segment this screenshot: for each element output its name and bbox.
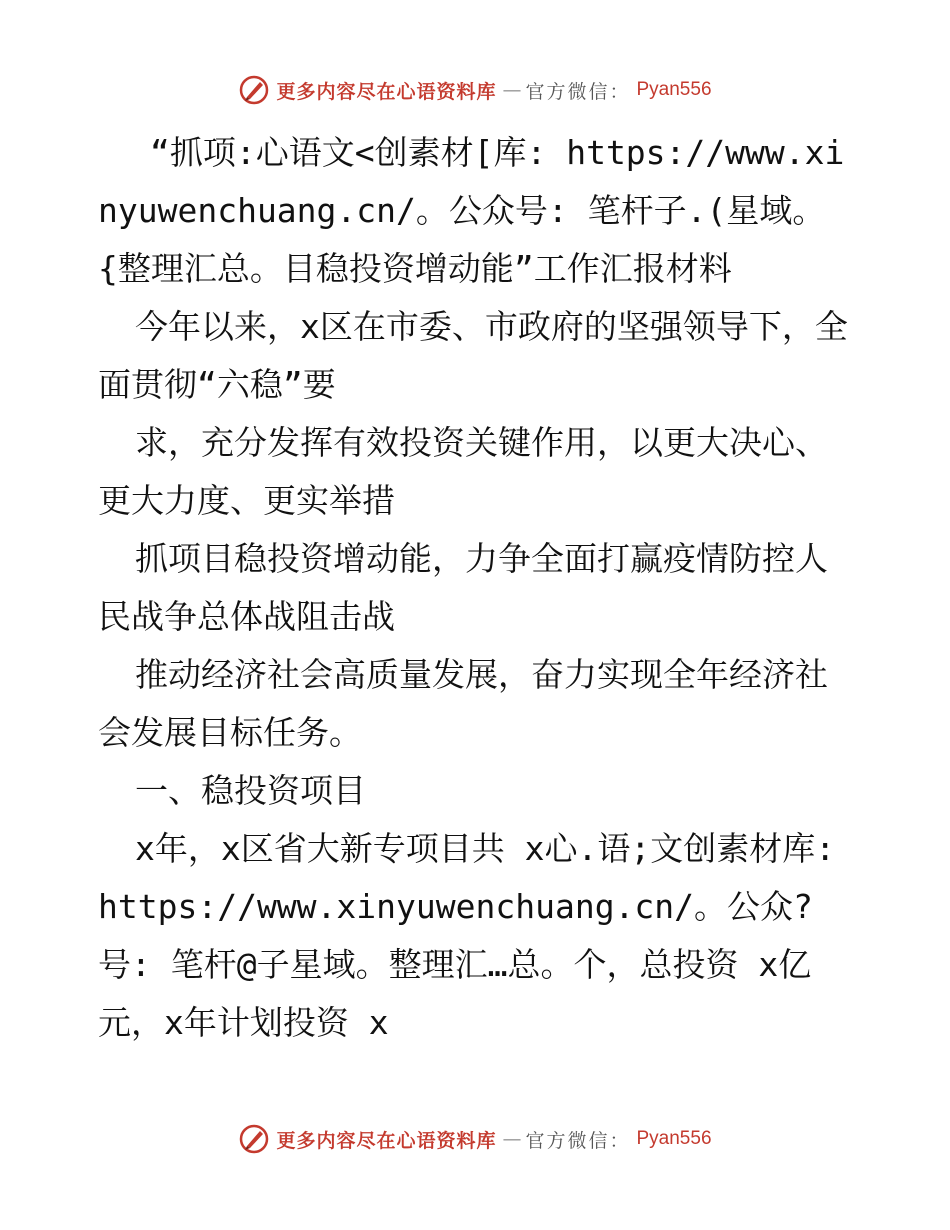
section-heading: 一、稳投资项目 — [135, 771, 366, 810]
banner-wechat-id: Pyan556 — [636, 79, 712, 100]
paragraph-intro-2: 求，充分发挥有效投资关键作用，以更大决心、更大力度、更实举措 — [98, 423, 828, 520]
banner-separator: — — [502, 79, 520, 101]
banner-separator: — — [502, 1128, 520, 1150]
paragraph-intro-4: 推动经济社会高质量发展，奋力实现全年经济社会发展目标任务。 — [98, 655, 828, 752]
banner-brand-text: 更多内容尽在心语资料库 — [276, 1129, 497, 1152]
pen-logo-icon — [238, 1123, 270, 1155]
banner-wechat-label: 官方微信： — [525, 80, 631, 103]
pen-logo-icon — [238, 74, 270, 106]
footer-banner — [0, 1119, 950, 1159]
header-banner — [0, 70, 950, 110]
paragraph-title: “抓项:心语文<创素材[库: https://www.xinyuwenchuang.cn/。公众号: 笔杆子.(星域。{整理汇总。目稳投资增动能”工作汇报材料 — [98, 133, 845, 288]
banner-wechat-id: Pyan556 — [636, 1128, 712, 1149]
paragraph-intro-1: 今年以来，x区在市委、市政府的坚强领导下，全面贯彻“六稳”要 — [98, 307, 848, 404]
document-body — [98, 124, 858, 1052]
paragraph-intro-3: 抓项目稳投资增动能，力争全面打赢疫情防控人民战争总体战阻击战 — [98, 539, 828, 636]
banner-wechat-label: 官方微信： — [525, 1129, 631, 1152]
banner-brand-text: 更多内容尽在心语资料库 — [276, 80, 497, 103]
paragraph-section-1: x年，x区省大新专项目共 x心.语;文创素材库: https://www.xinyuwenchuang.cn/。公众?号: 笔杆@子星域。整理汇…总。个，总投资 x亿元，x年计划投资 x — [98, 829, 836, 1042]
